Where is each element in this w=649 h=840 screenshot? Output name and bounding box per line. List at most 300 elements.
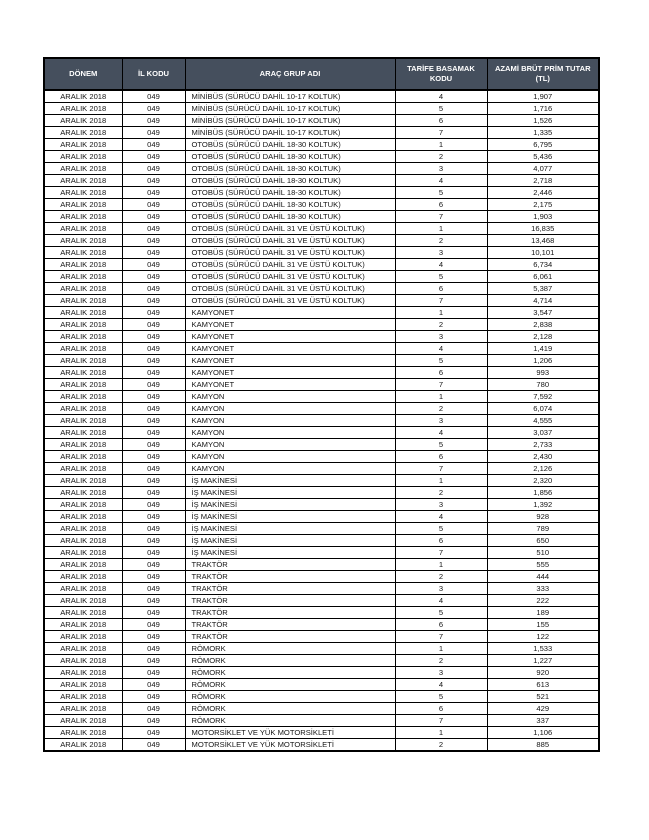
cell-arac-grup-adi: MİNİBÜS (SÜRÜCÜ DAHİL 10-17 KOLTUK) xyxy=(185,90,395,103)
cell-donem: ARALIK 2018 xyxy=(44,691,122,703)
cell-tarife-basamak-kodu: 7 xyxy=(395,211,487,223)
cell-prim-tutar: 3,037 xyxy=(487,427,599,439)
cell-tarife-basamak-kodu: 4 xyxy=(395,175,487,187)
cell-tarife-basamak-kodu: 6 xyxy=(395,367,487,379)
cell-il-kodu: 049 xyxy=(122,451,185,463)
table-row xyxy=(44,715,599,727)
cell-tarife-basamak-kodu: 6 xyxy=(395,199,487,211)
cell-il-kodu: 049 xyxy=(122,115,185,127)
cell-arac-grup-adi: KAMYONET xyxy=(185,355,395,367)
cell-arac-grup-adi: OTOBÜS (SÜRÜCÜ DAHİL 18-30 KOLTUK) xyxy=(185,211,395,223)
cell-il-kodu: 049 xyxy=(122,355,185,367)
table-row xyxy=(44,691,599,703)
cell-prim-tutar: 10,101 xyxy=(487,247,599,259)
cell-tarife-basamak-kodu: 1 xyxy=(395,559,487,571)
table-row xyxy=(44,439,599,451)
cell-il-kodu: 049 xyxy=(122,103,185,115)
cell-donem: ARALIK 2018 xyxy=(44,679,122,691)
cell-tarife-basamak-kodu: 3 xyxy=(395,667,487,679)
tariff-table xyxy=(43,57,600,752)
cell-donem: ARALIK 2018 xyxy=(44,619,122,631)
cell-tarife-basamak-kodu: 5 xyxy=(395,355,487,367)
cell-il-kodu: 049 xyxy=(122,739,185,752)
cell-donem: ARALIK 2018 xyxy=(44,175,122,187)
cell-arac-grup-adi: İŞ MAKİNESİ xyxy=(185,499,395,511)
table-row xyxy=(44,295,599,307)
cell-tarife-basamak-kodu: 4 xyxy=(395,90,487,103)
cell-prim-tutar: 1,392 xyxy=(487,499,599,511)
table-row xyxy=(44,727,599,739)
cell-tarife-basamak-kodu: 2 xyxy=(395,235,487,247)
cell-donem: ARALIK 2018 xyxy=(44,739,122,752)
cell-il-kodu: 049 xyxy=(122,187,185,199)
cell-tarife-basamak-kodu: 4 xyxy=(395,679,487,691)
cell-donem: ARALIK 2018 xyxy=(44,151,122,163)
cell-il-kodu: 049 xyxy=(122,559,185,571)
cell-donem: ARALIK 2018 xyxy=(44,271,122,283)
cell-tarife-basamak-kodu: 2 xyxy=(395,739,487,752)
cell-il-kodu: 049 xyxy=(122,631,185,643)
cell-tarife-basamak-kodu: 5 xyxy=(395,439,487,451)
cell-il-kodu: 049 xyxy=(122,259,185,271)
cell-il-kodu: 049 xyxy=(122,151,185,163)
cell-donem: ARALIK 2018 xyxy=(44,607,122,619)
cell-donem: ARALIK 2018 xyxy=(44,211,122,223)
cell-tarife-basamak-kodu: 5 xyxy=(395,523,487,535)
cell-tarife-basamak-kodu: 5 xyxy=(395,271,487,283)
table-row xyxy=(44,283,599,295)
cell-il-kodu: 049 xyxy=(122,679,185,691)
table-row xyxy=(44,151,599,163)
cell-il-kodu: 049 xyxy=(122,703,185,715)
cell-tarife-basamak-kodu: 2 xyxy=(395,487,487,499)
cell-prim-tutar: 789 xyxy=(487,523,599,535)
cell-donem: ARALIK 2018 xyxy=(44,103,122,115)
table-row xyxy=(44,247,599,259)
table-row xyxy=(44,547,599,559)
cell-arac-grup-adi: KAMYON xyxy=(185,403,395,415)
cell-il-kodu: 049 xyxy=(122,643,185,655)
cell-donem: ARALIK 2018 xyxy=(44,187,122,199)
cell-il-kodu: 049 xyxy=(122,463,185,475)
cell-donem: ARALIK 2018 xyxy=(44,499,122,511)
cell-arac-grup-adi: RÖMORK xyxy=(185,655,395,667)
cell-donem: ARALIK 2018 xyxy=(44,451,122,463)
cell-tarife-basamak-kodu: 2 xyxy=(395,571,487,583)
cell-prim-tutar: 2,838 xyxy=(487,319,599,331)
cell-donem: ARALIK 2018 xyxy=(44,667,122,679)
cell-donem: ARALIK 2018 xyxy=(44,559,122,571)
cell-il-kodu: 049 xyxy=(122,595,185,607)
cell-donem: ARALIK 2018 xyxy=(44,223,122,235)
table-row xyxy=(44,463,599,475)
cell-prim-tutar: 2,446 xyxy=(487,187,599,199)
cell-prim-tutar: 928 xyxy=(487,511,599,523)
cell-arac-grup-adi: OTOBÜS (SÜRÜCÜ DAHİL 18-30 KOLTUK) xyxy=(185,199,395,211)
header-cell-tarife-basamak-kodu: TARİFE BASAMAK KODU xyxy=(395,58,487,90)
cell-prim-tutar: 337 xyxy=(487,715,599,727)
cell-il-kodu: 049 xyxy=(122,403,185,415)
table-row xyxy=(44,643,599,655)
cell-donem: ARALIK 2018 xyxy=(44,643,122,655)
cell-arac-grup-adi: OTOBÜS (SÜRÜCÜ DAHİL 31 VE ÜSTÜ KOLTUK) xyxy=(185,259,395,271)
cell-arac-grup-adi: KAMYONET xyxy=(185,379,395,391)
cell-arac-grup-adi: KAMYONET xyxy=(185,343,395,355)
cell-arac-grup-adi: TRAKTÖR xyxy=(185,583,395,595)
cell-tarife-basamak-kodu: 1 xyxy=(395,391,487,403)
cell-arac-grup-adi: MOTORSİKLET VE YÜK MOTORSİKLETİ xyxy=(185,739,395,752)
table-row xyxy=(44,103,599,115)
cell-tarife-basamak-kodu: 1 xyxy=(395,643,487,655)
cell-prim-tutar: 1,903 xyxy=(487,211,599,223)
cell-prim-tutar: 2,430 xyxy=(487,451,599,463)
cell-prim-tutar: 5,387 xyxy=(487,283,599,295)
cell-il-kodu: 049 xyxy=(122,415,185,427)
table-row xyxy=(44,571,599,583)
cell-prim-tutar: 333 xyxy=(487,583,599,595)
cell-prim-tutar: 920 xyxy=(487,667,599,679)
cell-il-kodu: 049 xyxy=(122,343,185,355)
cell-tarife-basamak-kodu: 5 xyxy=(395,691,487,703)
cell-donem: ARALIK 2018 xyxy=(44,90,122,103)
cell-il-kodu: 049 xyxy=(122,583,185,595)
cell-prim-tutar: 1,533 xyxy=(487,643,599,655)
cell-prim-tutar: 780 xyxy=(487,379,599,391)
cell-tarife-basamak-kodu: 2 xyxy=(395,403,487,415)
cell-prim-tutar: 444 xyxy=(487,571,599,583)
cell-il-kodu: 049 xyxy=(122,319,185,331)
cell-donem: ARALIK 2018 xyxy=(44,523,122,535)
cell-arac-grup-adi: OTOBÜS (SÜRÜCÜ DAHİL 31 VE ÜSTÜ KOLTUK) xyxy=(185,283,395,295)
cell-il-kodu: 049 xyxy=(122,511,185,523)
cell-arac-grup-adi: KAMYON xyxy=(185,427,395,439)
cell-il-kodu: 049 xyxy=(122,223,185,235)
cell-prim-tutar: 222 xyxy=(487,595,599,607)
cell-prim-tutar: 16,835 xyxy=(487,223,599,235)
cell-prim-tutar: 993 xyxy=(487,367,599,379)
table-row xyxy=(44,607,599,619)
cell-arac-grup-adi: İŞ MAKİNESİ xyxy=(185,475,395,487)
cell-arac-grup-adi: OTOBÜS (SÜRÜCÜ DAHİL 18-30 KOLTUK) xyxy=(185,139,395,151)
cell-donem: ARALIK 2018 xyxy=(44,163,122,175)
cell-prim-tutar: 1,206 xyxy=(487,355,599,367)
cell-il-kodu: 049 xyxy=(122,607,185,619)
cell-tarife-basamak-kodu: 3 xyxy=(395,583,487,595)
cell-prim-tutar: 1,335 xyxy=(487,127,599,139)
header-cell-arac-grup-adi: ARAÇ GRUP ADI xyxy=(185,58,395,90)
cell-arac-grup-adi: OTOBÜS (SÜRÜCÜ DAHİL 18-30 KOLTUK) xyxy=(185,151,395,163)
cell-arac-grup-adi: OTOBÜS (SÜRÜCÜ DAHİL 31 VE ÜSTÜ KOLTUK) xyxy=(185,271,395,283)
table-row xyxy=(44,583,599,595)
cell-arac-grup-adi: TRAKTÖR xyxy=(185,559,395,571)
cell-arac-grup-adi: İŞ MAKİNESİ xyxy=(185,511,395,523)
cell-donem: ARALIK 2018 xyxy=(44,343,122,355)
cell-donem: ARALIK 2018 xyxy=(44,571,122,583)
cell-tarife-basamak-kodu: 5 xyxy=(395,187,487,199)
cell-il-kodu: 049 xyxy=(122,439,185,451)
table-row xyxy=(44,307,599,319)
cell-il-kodu: 049 xyxy=(122,727,185,739)
cell-tarife-basamak-kodu: 3 xyxy=(395,247,487,259)
table-row xyxy=(44,487,599,499)
cell-donem: ARALIK 2018 xyxy=(44,631,122,643)
table-row xyxy=(44,331,599,343)
table-row xyxy=(44,175,599,187)
table-row xyxy=(44,379,599,391)
cell-arac-grup-adi: MİNİBÜS (SÜRÜCÜ DAHİL 10-17 KOLTUK) xyxy=(185,103,395,115)
cell-tarife-basamak-kodu: 7 xyxy=(395,547,487,559)
table-row xyxy=(44,559,599,571)
cell-tarife-basamak-kodu: 1 xyxy=(395,475,487,487)
cell-donem: ARALIK 2018 xyxy=(44,511,122,523)
cell-arac-grup-adi: KAMYON xyxy=(185,415,395,427)
cell-arac-grup-adi: KAMYON xyxy=(185,391,395,403)
table-row xyxy=(44,427,599,439)
cell-il-kodu: 049 xyxy=(122,367,185,379)
cell-il-kodu: 049 xyxy=(122,379,185,391)
cell-prim-tutar: 3,547 xyxy=(487,307,599,319)
cell-donem: ARALIK 2018 xyxy=(44,535,122,547)
cell-prim-tutar: 6,061 xyxy=(487,271,599,283)
cell-prim-tutar: 13,468 xyxy=(487,235,599,247)
table-row xyxy=(44,90,599,103)
cell-donem: ARALIK 2018 xyxy=(44,235,122,247)
cell-tarife-basamak-kodu: 3 xyxy=(395,331,487,343)
table-row xyxy=(44,391,599,403)
table-header-row xyxy=(44,58,599,90)
cell-il-kodu: 049 xyxy=(122,247,185,259)
table-row xyxy=(44,367,599,379)
cell-il-kodu: 049 xyxy=(122,271,185,283)
cell-prim-tutar: 2,128 xyxy=(487,331,599,343)
table-row xyxy=(44,139,599,151)
cell-arac-grup-adi: İŞ MAKİNESİ xyxy=(185,547,395,559)
cell-arac-grup-adi: RÖMORK xyxy=(185,715,395,727)
table-row xyxy=(44,655,599,667)
cell-il-kodu: 049 xyxy=(122,175,185,187)
cell-arac-grup-adi: MİNİBÜS (SÜRÜCÜ DAHİL 10-17 KOLTUK) xyxy=(185,115,395,127)
cell-donem: ARALIK 2018 xyxy=(44,391,122,403)
cell-arac-grup-adi: MOTORSİKLET VE YÜK MOTORSİKLETİ xyxy=(185,727,395,739)
table-row xyxy=(44,475,599,487)
cell-prim-tutar: 2,175 xyxy=(487,199,599,211)
cell-donem: ARALIK 2018 xyxy=(44,595,122,607)
cell-arac-grup-adi: MİNİBÜS (SÜRÜCÜ DAHİL 10-17 KOLTUK) xyxy=(185,127,395,139)
cell-il-kodu: 049 xyxy=(122,523,185,535)
cell-tarife-basamak-kodu: 7 xyxy=(395,379,487,391)
cell-prim-tutar: 2,126 xyxy=(487,463,599,475)
cell-il-kodu: 049 xyxy=(122,163,185,175)
cell-arac-grup-adi: OTOBÜS (SÜRÜCÜ DAHİL 18-30 KOLTUK) xyxy=(185,175,395,187)
table-row xyxy=(44,163,599,175)
cell-tarife-basamak-kodu: 6 xyxy=(395,535,487,547)
header-cell-donem: DÖNEM xyxy=(44,58,122,90)
cell-arac-grup-adi: KAMYONET xyxy=(185,307,395,319)
table-row xyxy=(44,223,599,235)
cell-arac-grup-adi: TRAKTÖR xyxy=(185,595,395,607)
cell-prim-tutar: 613 xyxy=(487,679,599,691)
cell-il-kodu: 049 xyxy=(122,235,185,247)
cell-prim-tutar: 6,074 xyxy=(487,403,599,415)
cell-donem: ARALIK 2018 xyxy=(44,487,122,499)
table-row xyxy=(44,703,599,715)
cell-arac-grup-adi: TRAKTÖR xyxy=(185,619,395,631)
table-row xyxy=(44,511,599,523)
table-row xyxy=(44,127,599,139)
cell-tarife-basamak-kodu: 4 xyxy=(395,427,487,439)
table-row xyxy=(44,235,599,247)
cell-prim-tutar: 1,227 xyxy=(487,655,599,667)
cell-tarife-basamak-kodu: 2 xyxy=(395,655,487,667)
table-row xyxy=(44,319,599,331)
cell-prim-tutar: 1,716 xyxy=(487,103,599,115)
cell-tarife-basamak-kodu: 7 xyxy=(395,715,487,727)
cell-donem: ARALIK 2018 xyxy=(44,139,122,151)
cell-donem: ARALIK 2018 xyxy=(44,307,122,319)
cell-tarife-basamak-kodu: 3 xyxy=(395,163,487,175)
cell-donem: ARALIK 2018 xyxy=(44,283,122,295)
cell-arac-grup-adi: KAMYONET xyxy=(185,367,395,379)
cell-donem: ARALIK 2018 xyxy=(44,127,122,139)
cell-tarife-basamak-kodu: 6 xyxy=(395,115,487,127)
header-cell-azami-brut-prim-tutar: AZAMİ BRÜT PRİM TUTAR (TL) xyxy=(487,58,599,90)
cell-tarife-basamak-kodu: 6 xyxy=(395,703,487,715)
cell-donem: ARALIK 2018 xyxy=(44,319,122,331)
header-cell-il-kodu: İL KODU xyxy=(122,58,185,90)
cell-donem: ARALIK 2018 xyxy=(44,379,122,391)
table-row xyxy=(44,595,599,607)
cell-prim-tutar: 4,714 xyxy=(487,295,599,307)
cell-il-kodu: 049 xyxy=(122,127,185,139)
cell-donem: ARALIK 2018 xyxy=(44,331,122,343)
cell-donem: ARALIK 2018 xyxy=(44,583,122,595)
cell-arac-grup-adi: İŞ MAKİNESİ xyxy=(185,523,395,535)
cell-arac-grup-adi: TRAKTÖR xyxy=(185,607,395,619)
table-row xyxy=(44,211,599,223)
table-row xyxy=(44,343,599,355)
cell-donem: ARALIK 2018 xyxy=(44,355,122,367)
cell-prim-tutar: 2,718 xyxy=(487,175,599,187)
cell-tarife-basamak-kodu: 1 xyxy=(395,139,487,151)
cell-arac-grup-adi: KAMYONET xyxy=(185,331,395,343)
cell-prim-tutar: 1,907 xyxy=(487,90,599,103)
cell-il-kodu: 049 xyxy=(122,655,185,667)
cell-tarife-basamak-kodu: 1 xyxy=(395,307,487,319)
cell-il-kodu: 049 xyxy=(122,295,185,307)
cell-il-kodu: 049 xyxy=(122,307,185,319)
cell-arac-grup-adi: OTOBÜS (SÜRÜCÜ DAHİL 18-30 KOLTUK) xyxy=(185,187,395,199)
cell-tarife-basamak-kodu: 7 xyxy=(395,127,487,139)
cell-prim-tutar: 122 xyxy=(487,631,599,643)
table-body xyxy=(44,90,599,751)
table-row xyxy=(44,187,599,199)
table-row xyxy=(44,619,599,631)
cell-donem: ARALIK 2018 xyxy=(44,247,122,259)
cell-prim-tutar: 1,526 xyxy=(487,115,599,127)
cell-prim-tutar: 6,795 xyxy=(487,139,599,151)
cell-donem: ARALIK 2018 xyxy=(44,295,122,307)
cell-il-kodu: 049 xyxy=(122,487,185,499)
cell-arac-grup-adi: RÖMORK xyxy=(185,679,395,691)
cell-arac-grup-adi: OTOBÜS (SÜRÜCÜ DAHİL 31 VE ÜSTÜ KOLTUK) xyxy=(185,235,395,247)
cell-donem: ARALIK 2018 xyxy=(44,703,122,715)
cell-donem: ARALIK 2018 xyxy=(44,727,122,739)
cell-il-kodu: 049 xyxy=(122,547,185,559)
cell-prim-tutar: 555 xyxy=(487,559,599,571)
cell-tarife-basamak-kodu: 6 xyxy=(395,283,487,295)
cell-il-kodu: 049 xyxy=(122,199,185,211)
table-row xyxy=(44,739,599,752)
table-row xyxy=(44,523,599,535)
table-row xyxy=(44,403,599,415)
cell-arac-grup-adi: KAMYONET xyxy=(185,319,395,331)
cell-arac-grup-adi: OTOBÜS (SÜRÜCÜ DAHİL 31 VE ÜSTÜ KOLTUK) xyxy=(185,247,395,259)
table-row xyxy=(44,115,599,127)
cell-donem: ARALIK 2018 xyxy=(44,439,122,451)
cell-arac-grup-adi: KAMYON xyxy=(185,463,395,475)
cell-tarife-basamak-kodu: 7 xyxy=(395,463,487,475)
cell-il-kodu: 049 xyxy=(122,499,185,511)
cell-tarife-basamak-kodu: 2 xyxy=(395,319,487,331)
cell-il-kodu: 049 xyxy=(122,90,185,103)
cell-donem: ARALIK 2018 xyxy=(44,403,122,415)
cell-prim-tutar: 5,436 xyxy=(487,151,599,163)
cell-il-kodu: 049 xyxy=(122,715,185,727)
cell-arac-grup-adi: TRAKTÖR xyxy=(185,571,395,583)
cell-donem: ARALIK 2018 xyxy=(44,415,122,427)
cell-tarife-basamak-kodu: 4 xyxy=(395,259,487,271)
cell-tarife-basamak-kodu: 7 xyxy=(395,631,487,643)
cell-il-kodu: 049 xyxy=(122,535,185,547)
cell-prim-tutar: 1,856 xyxy=(487,487,599,499)
cell-donem: ARALIK 2018 xyxy=(44,655,122,667)
cell-arac-grup-adi: İŞ MAKİNESİ xyxy=(185,487,395,499)
cell-tarife-basamak-kodu: 5 xyxy=(395,103,487,115)
cell-tarife-basamak-kodu: 6 xyxy=(395,619,487,631)
cell-donem: ARALIK 2018 xyxy=(44,367,122,379)
cell-tarife-basamak-kodu: 7 xyxy=(395,295,487,307)
cell-arac-grup-adi: RÖMORK xyxy=(185,691,395,703)
cell-arac-grup-adi: RÖMORK xyxy=(185,643,395,655)
cell-prim-tutar: 1,106 xyxy=(487,727,599,739)
cell-donem: ARALIK 2018 xyxy=(44,715,122,727)
cell-prim-tutar: 2,733 xyxy=(487,439,599,451)
cell-tarife-basamak-kodu: 4 xyxy=(395,595,487,607)
table-row xyxy=(44,259,599,271)
cell-il-kodu: 049 xyxy=(122,427,185,439)
cell-prim-tutar: 189 xyxy=(487,607,599,619)
cell-prim-tutar: 2,320 xyxy=(487,475,599,487)
cell-arac-grup-adi: OTOBÜS (SÜRÜCÜ DAHİL 18-30 KOLTUK) xyxy=(185,163,395,175)
cell-prim-tutar: 155 xyxy=(487,619,599,631)
cell-prim-tutar: 429 xyxy=(487,703,599,715)
table-row xyxy=(44,415,599,427)
table-row xyxy=(44,199,599,211)
cell-prim-tutar: 6,734 xyxy=(487,259,599,271)
cell-il-kodu: 049 xyxy=(122,391,185,403)
cell-arac-grup-adi: OTOBÜS (SÜRÜCÜ DAHİL 31 VE ÜSTÜ KOLTUK) xyxy=(185,295,395,307)
cell-il-kodu: 049 xyxy=(122,139,185,151)
cell-arac-grup-adi: RÖMORK xyxy=(185,667,395,679)
cell-donem: ARALIK 2018 xyxy=(44,427,122,439)
cell-tarife-basamak-kodu: 2 xyxy=(395,151,487,163)
cell-arac-grup-adi: TRAKTÖR xyxy=(185,631,395,643)
cell-donem: ARALIK 2018 xyxy=(44,475,122,487)
cell-tarife-basamak-kodu: 4 xyxy=(395,343,487,355)
table-row xyxy=(44,271,599,283)
cell-arac-grup-adi: RÖMORK xyxy=(185,703,395,715)
cell-il-kodu: 049 xyxy=(122,475,185,487)
